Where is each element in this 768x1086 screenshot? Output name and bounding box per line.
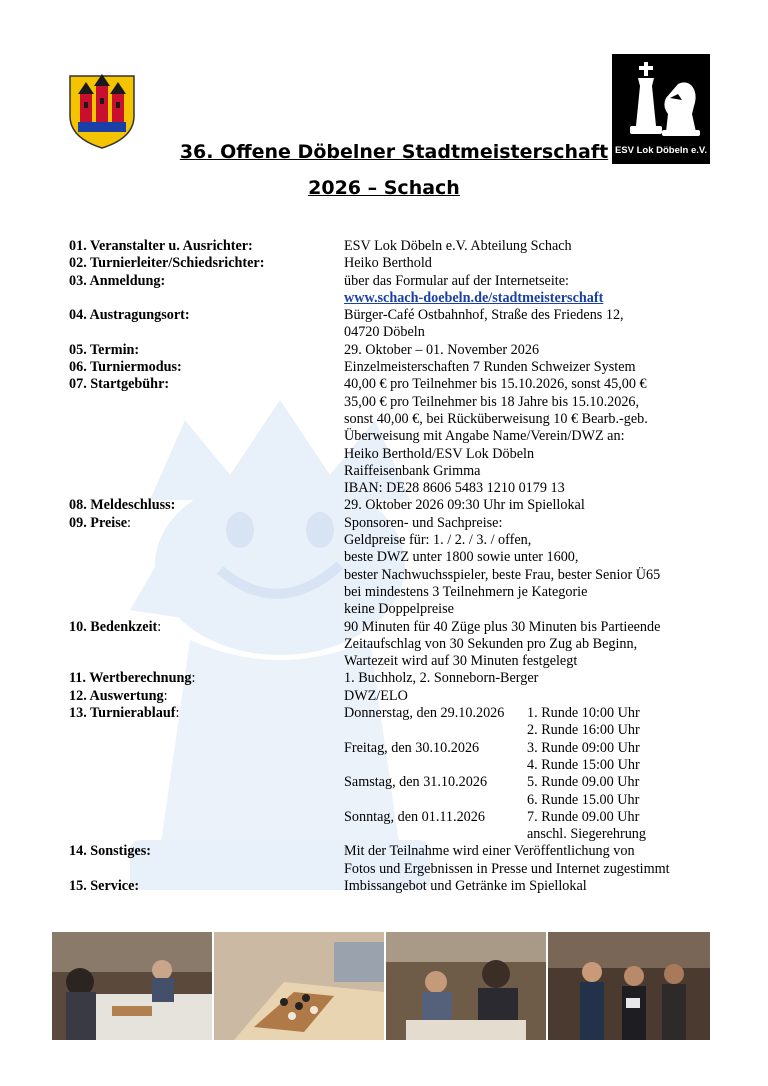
- detail-row-organizer: [69, 238, 719, 255]
- schedule-row: Sonntag, den 01.11.2026 7. Runde 09.00 Uhr: [344, 808, 640, 825]
- tournament-hall-photo: [52, 932, 212, 1040]
- detail-value: bei mindestens 3 Teilnehmern je Kategorie: [344, 583, 588, 600]
- detail-value: Überweisung mit Angabe Name/Verein/DWZ an:: [344, 428, 625, 445]
- schedule-row: Freitag, den 30.10.2026 3. Runde 09:00 Uhr: [344, 739, 640, 756]
- page-subtitle: 2026 – Schach: [308, 177, 460, 199]
- detail-value: sonst 40,00 €, bei Rücküberweisung 10 € Bearb.-geb.: [344, 410, 648, 427]
- city-coat-of-arms-icon: [66, 72, 138, 150]
- schedule-row: Donnerstag, den 29.10.2026 1. Runde 10:00 Uhr: [344, 705, 640, 722]
- detail-row-registration: [69, 273, 719, 308]
- detail-value: Geldpreise für: 1. / 2. / 3. / offen,: [344, 532, 532, 549]
- detail-row-schedule: 13. Turnierablauf: Donnerstag, den 29.10.2026 1. Runde 10:00 Uhr 2. Runde 16:00 Uhr Freitag, den 30.10.2026 3. Runde 09:00 Uhr 4. Runde 15:00 Uhr Samstag, den 31.10.2026 5. Runde 09.00 Uhr 6. Runde 15.00 Uhr Sonntag, den 01.11.2026 7. Runde 09.00 Uhr anschl. Siegerehrung: [69, 705, 719, 843]
- detail-value: Sponsoren- und Sachpreise:: [344, 514, 503, 531]
- detail-row-deadline: [69, 497, 719, 514]
- photo-strip: [52, 932, 710, 1040]
- detail-value: über das Formular auf der Internetseite:: [344, 272, 569, 289]
- detail-value: 90 Minuten für 40 Züge plus 30 Minuten bis Partieende: [344, 618, 661, 635]
- detail-label: 13. Turnierablauf: [69, 705, 176, 722]
- detail-label: 05. Termin:: [69, 341, 140, 358]
- schedule-row: Samstag, den 31.10.2026 5. Runde 09.00 Uhr: [344, 774, 640, 791]
- detail-value: 40,00 € pro Teilnehmer bis 15.10.2026, sonst 45,00 €: [344, 376, 647, 393]
- detail-label: 11. Wertberechnung: [69, 670, 192, 687]
- tournament-details: [69, 238, 719, 895]
- detail-row-service: [69, 878, 719, 895]
- detail-value: Einzelmeisterschaften 7 Runden Schweizer System: [344, 359, 636, 376]
- detail-row-prizes: 09. Preise: Sponsoren- und Sachpreise: Geldpreise für: 1. / 2. / 3. / offen, beste DWZ unter 1800 sowie unter 1600, bester Nachwuchsspieler, beste Frau, bester Senior Ü65 bei mindestens 3 Teilnehmern je Kategorie keine Doppelpreise: [69, 515, 719, 619]
- schedule-row: 4. Runde 15:00 Uhr: [527, 756, 640, 773]
- schedule-row: anschl. Siegerehrung: [527, 826, 646, 843]
- detail-label: 01. Veranstalter u. Ausrichter:: [69, 238, 253, 254]
- detail-value: Imbissangebot und Getränke im Spiellokal: [344, 877, 587, 894]
- detail-value: 35,00 € pro Teilnehmer bis 18 Jahre bis 15.10.2026,: [344, 393, 640, 410]
- detail-label: 02. Turnierleiter/Schiedsrichter:: [69, 255, 265, 272]
- detail-row-tiebreak: 11. Wertberechnung: 1. Buchholz, 2. Sonneborn-Berger: [69, 670, 719, 687]
- club-logo-text: ESV Lok Döbeln e.V.: [614, 145, 708, 156]
- detail-value: 04720 Döbeln: [344, 324, 425, 341]
- detail-label: 04. Austragungsort:: [69, 307, 190, 324]
- detail-value: 29. Oktober – 01. November 2026: [344, 341, 540, 358]
- detail-value: beste DWZ unter 1800 sowie unter 1600,: [344, 549, 579, 566]
- players-at-board-photo: [386, 932, 546, 1040]
- detail-label: 08. Meldeschluss:: [69, 497, 176, 514]
- detail-value: 1. Buchholz, 2. Sonneborn-Berger: [344, 670, 539, 687]
- registration-link[interactable]: www.schach-doebeln.de/stadtmeisterschaft: [344, 289, 604, 306]
- detail-value: keine Doppelpreise: [344, 601, 454, 618]
- detail-value: 29. Oktober 2026 09:30 Uhr im Spiellokal: [344, 497, 585, 514]
- chess-king-knight-logo-icon: [612, 54, 710, 142]
- schedule-row: 2. Runde 16:00 Uhr: [527, 722, 640, 739]
- detail-label: 14. Sonstiges:: [69, 843, 151, 860]
- detail-row-date: [69, 342, 719, 359]
- detail-value: ESV Lok Döbeln e.V. Abteilung Schach: [344, 238, 572, 254]
- schedule-row: 6. Runde 15.00 Uhr: [527, 791, 640, 808]
- detail-value: bester Nachwuchsspieler, beste Frau, bester Senior Ü65: [344, 566, 661, 583]
- detail-value: Heiko Berthold: [344, 255, 432, 272]
- detail-label: 09. Preise: [69, 514, 128, 531]
- detail-value: Mit der Teilnahme wird einer Veröffentlichung von: [344, 843, 635, 860]
- detail-row-referee: [69, 255, 719, 272]
- detail-label: 03. Anmeldung:: [69, 272, 166, 289]
- detail-row-venue: [69, 307, 719, 342]
- detail-value: Fotos und Ergebnissen in Presse und Internet zugestimmt: [344, 860, 670, 877]
- chessboard-closeup-photo: [214, 932, 384, 1040]
- detail-value: Heiko Berthold/ESV Lok Döbeln: [344, 445, 535, 462]
- detail-label: 07. Startgebühr:: [69, 376, 170, 393]
- detail-label: 12. Auswertung: [69, 687, 164, 704]
- detail-row-rating: 12. Auswertung: DWZ/ELO: [69, 688, 719, 705]
- detail-row-misc: [69, 843, 719, 878]
- detail-label: 15. Service:: [69, 877, 140, 894]
- award-ceremony-photo: [548, 932, 710, 1040]
- detail-label: 06. Turniermodus:: [69, 359, 182, 376]
- detail-row-time-control: 10. Bedenkzeit: 90 Minuten für 40 Züge plus 30 Minuten bis Partieende Zeitaufschlag von 30 Sekunden pro Zug ab Beginn, Wartezeit wird auf 30 Minuten festgelegt: [69, 619, 719, 671]
- detail-value: Zeitaufschlag von 30 Sekunden pro Zug ab Beginn,: [344, 635, 638, 652]
- page-title: 36. Offene Döbelner Stadtmeisterschaft: [179, 141, 609, 163]
- detail-row-fee: [69, 376, 719, 497]
- detail-value: DWZ/ELO: [344, 687, 408, 704]
- detail-value: Bürger-Café Ostbahnhof, Straße des Friedens 12,: [344, 307, 624, 324]
- detail-value: IBAN: DE28 8606 5483 1210 0179 13: [344, 480, 565, 497]
- detail-value: Wartezeit wird auf 30 Minuten festgelegt: [344, 653, 578, 670]
- detail-row-mode: [69, 359, 719, 376]
- detail-value: Raiffeisenbank Grimma: [344, 462, 481, 479]
- detail-label: 10. Bedenkzeit: [69, 618, 158, 635]
